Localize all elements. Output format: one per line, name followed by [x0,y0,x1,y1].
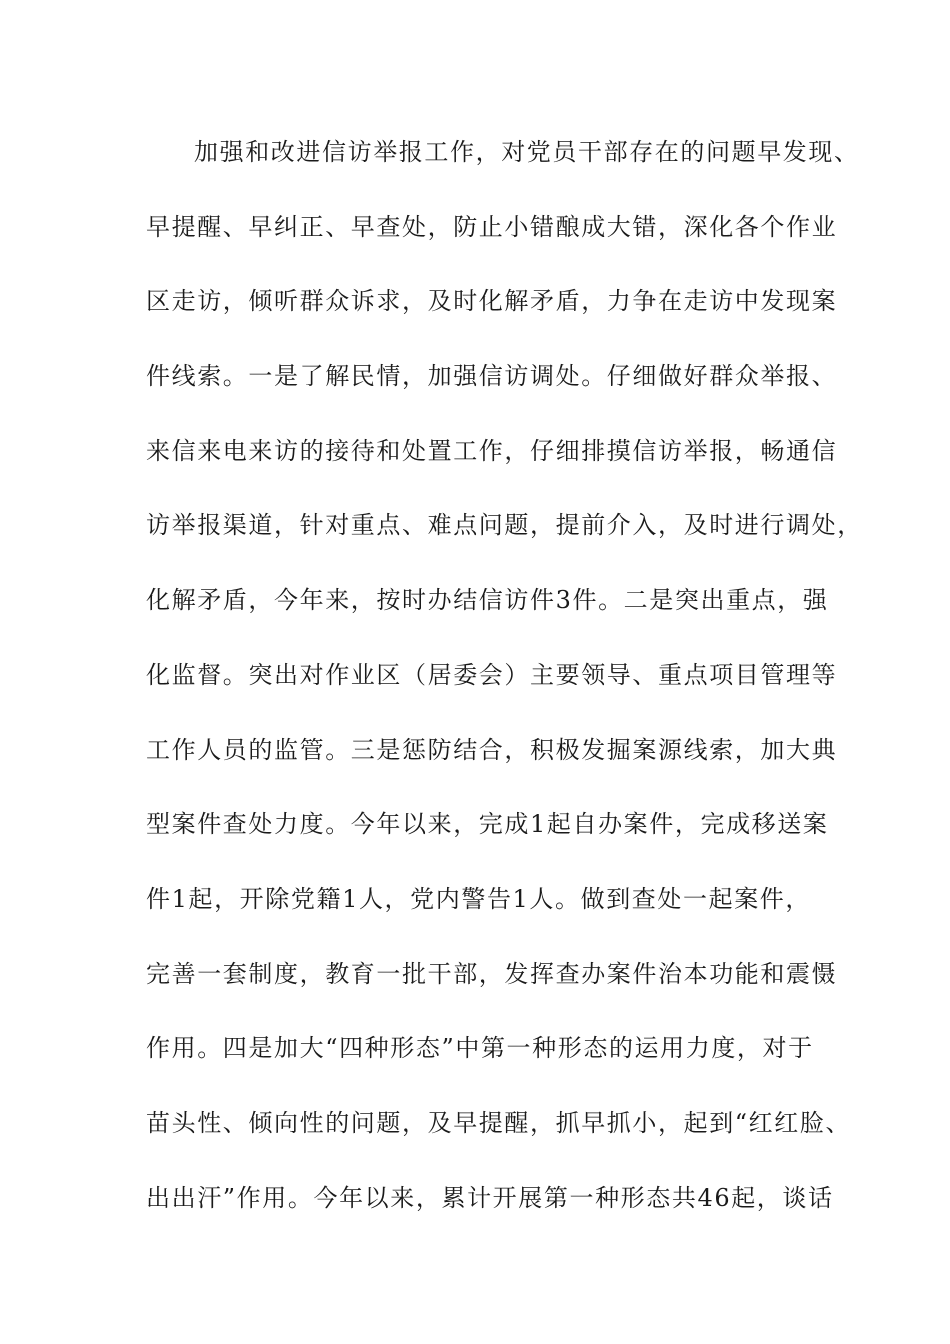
paragraph-line-11: 件1起，开除党籍1人，党内警告1人。做到查处一起案件， [146,884,812,913]
paragraph-line-7: 化解矛盾，今年来，按时办结信访件3件。二是突出重点，强 [146,586,829,615]
paragraph-line-1: 加强和改进信访举报工作，对党员干部存在的问题早发现、 [194,138,860,166]
paragraph-line-8: 化监督。突出对作业区（居委会）主要领导、重点项目管理等 [146,660,838,689]
paragraph-line-12: 完善一套制度，教育一批干部，发挥查办案件治本功能和震慑 [146,959,838,988]
paragraph-line-2: 早提醒、早纠正、早查处，防止小错酿成大错，深化各个作业 [146,212,838,241]
paragraph-line-4: 件线索。一是了解民情，加强信访调处。仔细做好群众举报、 [146,362,838,391]
paragraph-line-5: 来信来电来访的接待和处置工作，仔细排摸信访举报，畅通信 [146,436,838,465]
paragraph-line-9: 工作人员的监管。三是惩防结合，积极发掘案源线索，加大典 [146,735,838,764]
paragraph-line-3: 区走访，倾听群众诉求，及时化解矛盾，力争在走访中发现案 [146,287,838,316]
paragraph-line-15: 出出汗”作用。今年以来，累计开展第一种形态共46起，谈话 [146,1183,834,1212]
paragraph-line-13: 作用。四是加大“四种形态”中第一种形态的运用力度，对于 [146,1034,814,1063]
paragraph-line-6: 访举报渠道，针对重点、难点问题，提前介入，及时进行调处， [146,511,863,540]
paragraph-line-10: 型案件查处力度。今年以来，完成1起自办案件，完成移送案 [146,810,829,839]
body-paragraph [146,128,863,1248]
paragraph-line-14: 苗头性、倾向性的问题，及早提醒，抓早抓小，起到“红红脸、 [146,1108,852,1137]
